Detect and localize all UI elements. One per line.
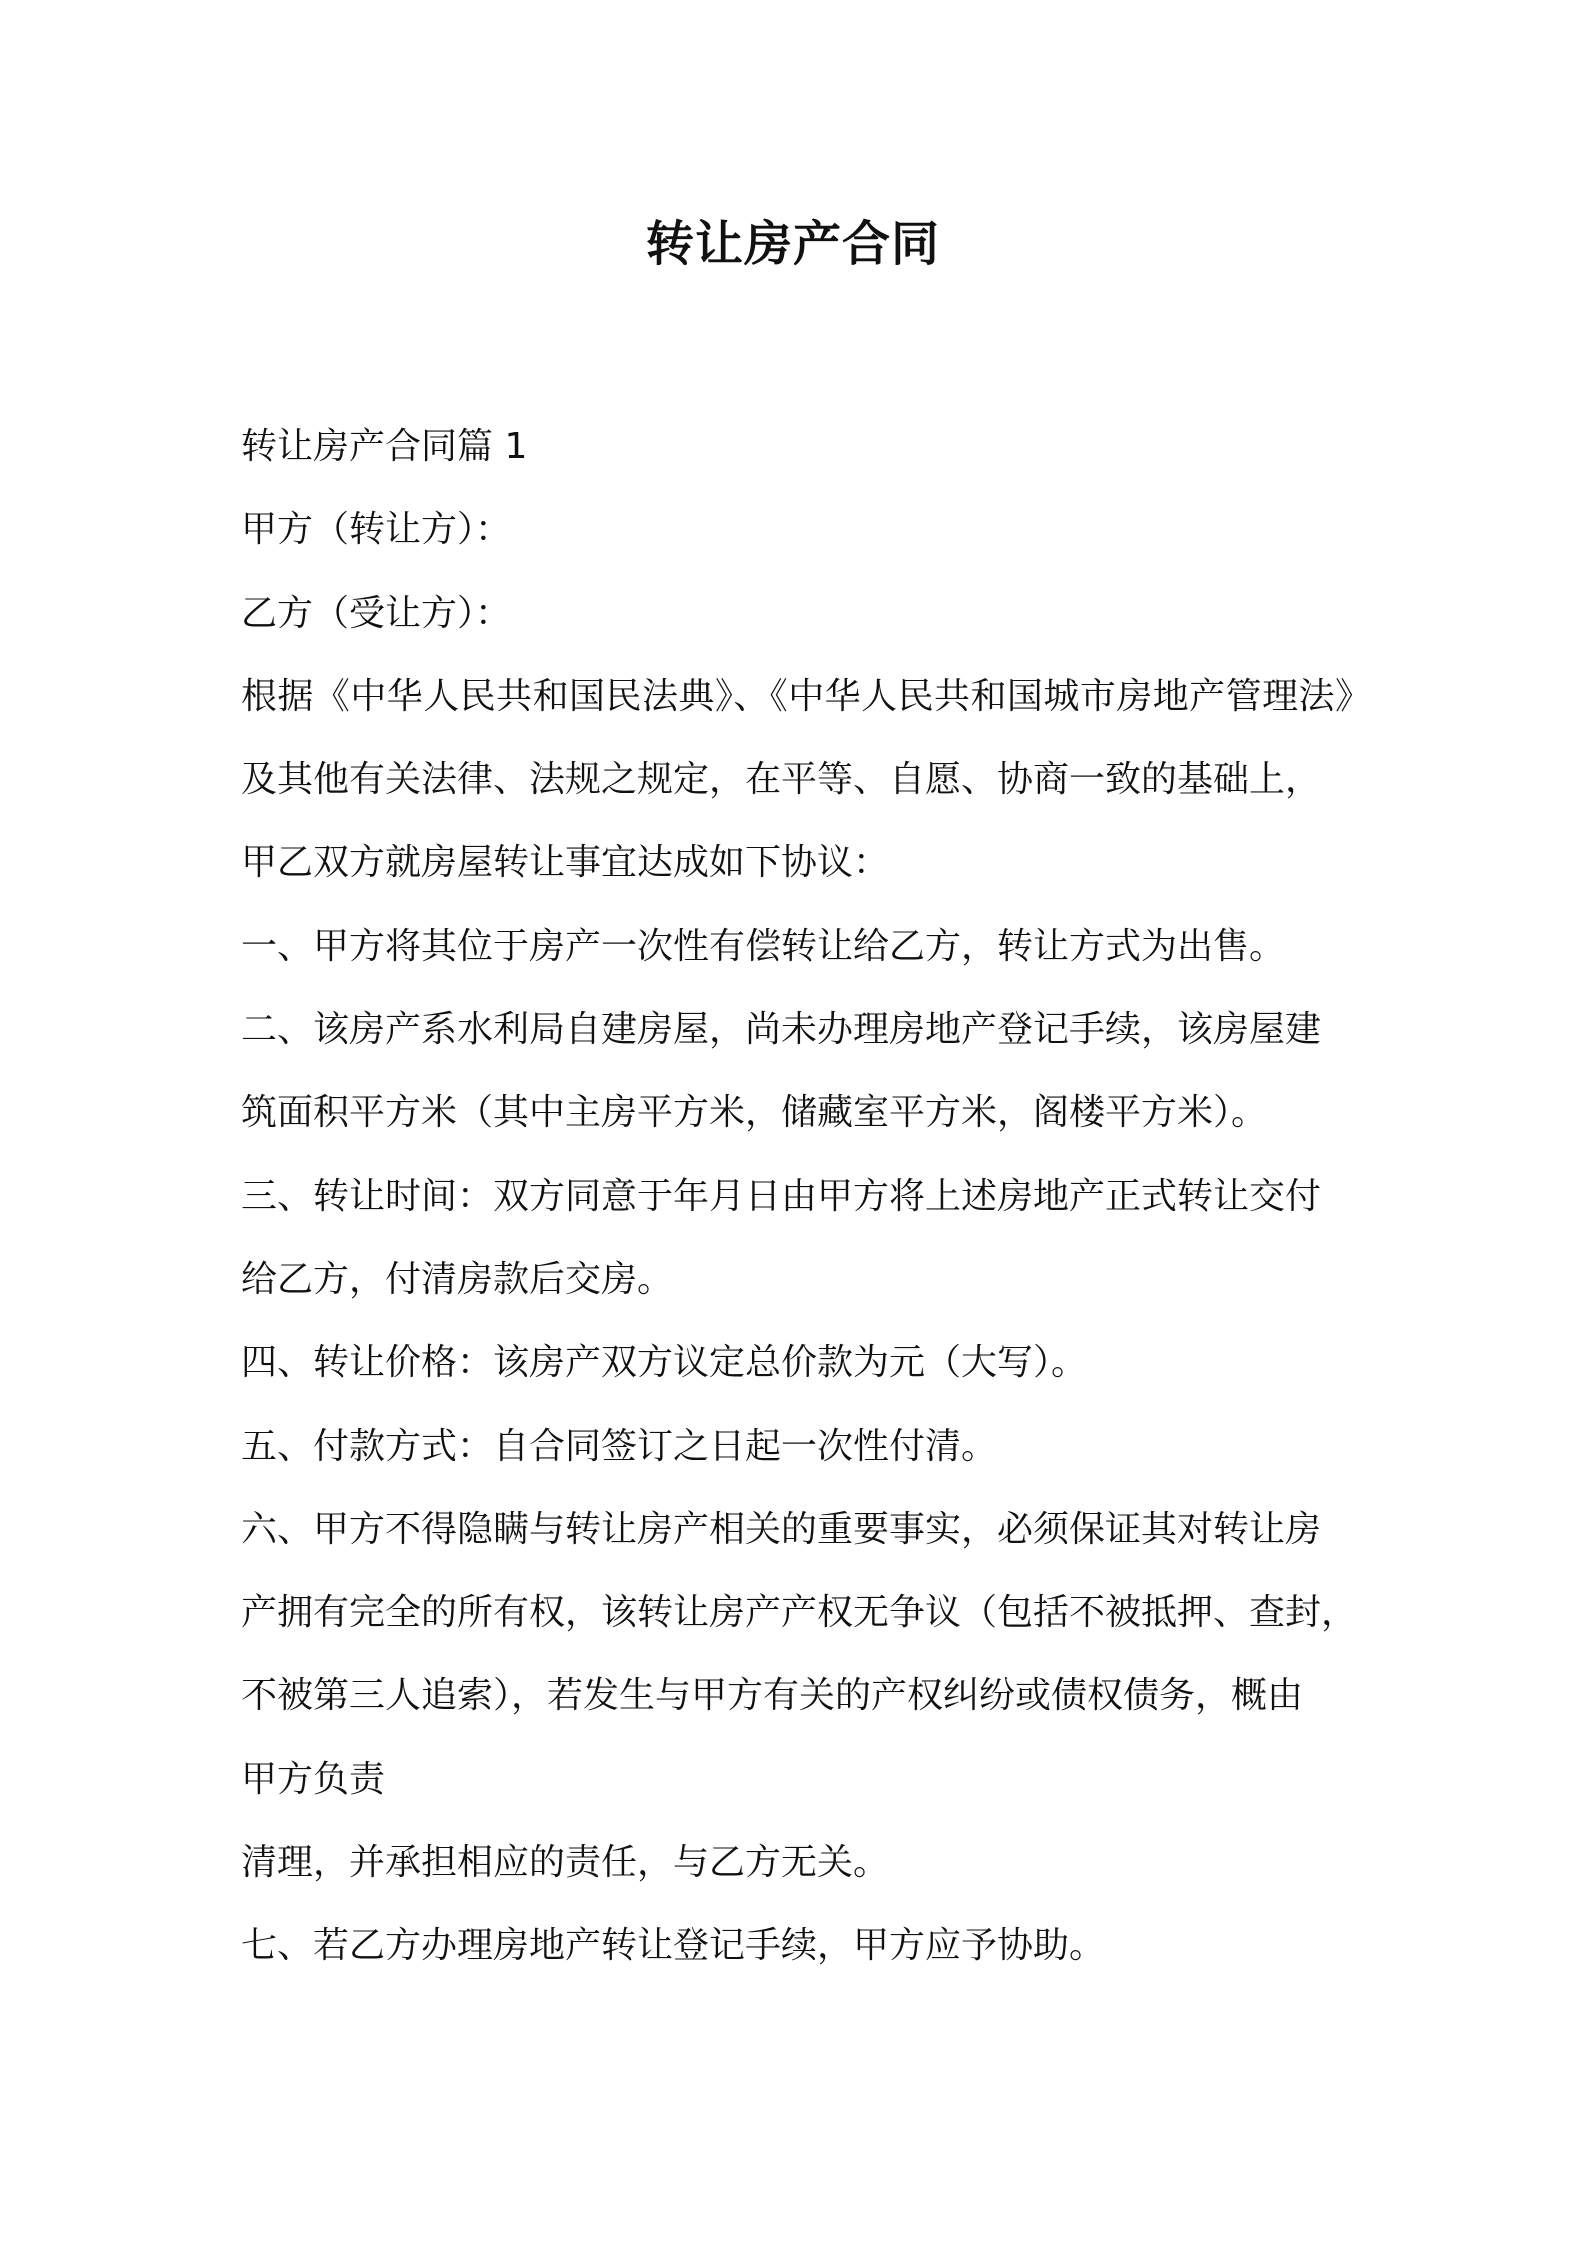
clause-2: 二、该房产系水利局自建房屋，尚未办理房地产登记手续，该房屋建 (241, 1009, 1322, 1051)
document-title: 转让房产合同 (645, 216, 940, 272)
party-a-line: 甲方（转让方）： (241, 509, 512, 551)
clause-6: 六、甲方不得隐瞒与转让房产相关的重要事实，必须保证其对转让房 (241, 1508, 1322, 1550)
clause-3-cont: 给乙方，付清房款后交房。 (241, 1258, 674, 1300)
clause-6-cont: 甲方负责 (241, 1758, 386, 1800)
clause-5: 五、付款方式：自合同签订之日起一次性付清。 (241, 1425, 998, 1467)
clause-4: 四、转让价格：该房产双方议定总价款为元（大写）。 (241, 1342, 1088, 1384)
clause-6-cont: 产拥有完全的所有权，该转让房产产权无争议（包括不被抵押、查封， (241, 1592, 1358, 1634)
clause-2-cont: 筑面积平方米（其中主房平方米，储藏室平方米，阁楼平方米）。 (241, 1092, 1268, 1134)
clause-7: 七、若乙方办理房地产转让登记手续，甲方应予协助。 (241, 1925, 1106, 1967)
paragraph-line: 甲乙双方就房屋转让事宜达成如下协议： (241, 842, 890, 884)
clause-1: 一、甲方将其位于房产一次性有偿转让给乙方，转让方式为出售。 (241, 925, 1286, 967)
paragraph-line: 根据《中华人民共和国民法典》、《中华人民共和国城市房地产管理法》 (241, 675, 1371, 717)
clause-3: 三、转让时间：双方同意于年月日由甲方将上述房地产正式转让交付 (241, 1175, 1322, 1217)
contract-body (241, 405, 1371, 1988)
paragraph-line: 及其他有关法律、法规之规定，在平等、自愿、协商一致的基础上， (241, 759, 1322, 801)
party-b-line: 乙方（受让方）： (241, 592, 512, 634)
section-heading: 转让房产合同篇 1 (241, 426, 528, 467)
clause-6-cont: 不被第三人追索），若发生与甲方有关的产权纠纷或债权债务，概由 (241, 1675, 1304, 1717)
clause-6-cont: 清理，并承担相应的责任，与乙方无关。 (241, 1842, 890, 1884)
